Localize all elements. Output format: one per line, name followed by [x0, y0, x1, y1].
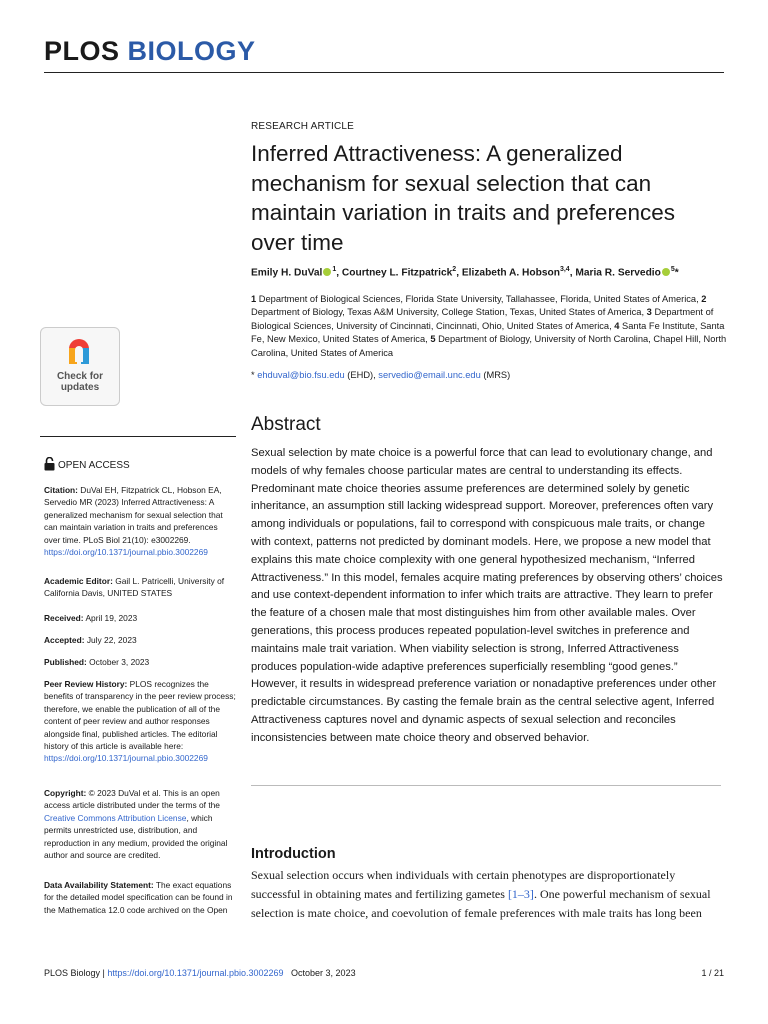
- author-name[interactable]: Emily H. DuVal: [251, 267, 323, 279]
- affil-text: Department of Biology, University of North Carolina, Chapel Hill, North Carolina, United States of America: [251, 334, 727, 358]
- peer-review-text: PLOS recognizes the benefits of transparency in the peer review process; therefore, we enable the publication of all of the content of peer review and author responses alongside final, published articles. The editorial history of this article is available here:: [44, 679, 236, 752]
- received-label: Received:: [44, 613, 84, 623]
- affil-text: Department of Biological Sciences, University of Cincinnati, Cincinnati, Ohio, United States of America,: [251, 307, 714, 331]
- published-block: [44, 656, 236, 668]
- footer-journal: PLOS Biology: [44, 968, 101, 978]
- page-number: 1 / 21: [701, 968, 724, 978]
- corr-star: *: [251, 370, 255, 380]
- author-affil-sup: 1: [332, 266, 337, 273]
- author-list: [251, 266, 731, 278]
- peer-review-link[interactable]: https://doi.org/10.1371/journal.pbio.3002269: [44, 753, 208, 764]
- logo-biology-text: BIOLOGY: [127, 36, 256, 66]
- introduction-heading: Introduction: [251, 846, 336, 862]
- check-line: updates: [60, 382, 100, 393]
- open-lock-icon: [44, 457, 55, 471]
- check-updates-label: [41, 371, 119, 393]
- orcid-icon[interactable]: [323, 268, 331, 276]
- logo-plos-text: PLOS: [44, 36, 120, 66]
- license-link[interactable]: Creative Commons Attribution License: [44, 812, 187, 823]
- accepted-date: July 22, 2023: [86, 635, 137, 645]
- open-access-badge: [44, 457, 130, 471]
- page-footer: [44, 968, 724, 978]
- orcid-icon[interactable]: [662, 268, 670, 276]
- received-date: April 19, 2023: [85, 613, 138, 623]
- footer-doi-link[interactable]: https://doi.org/10.1371/journal.pbio.3002269: [107, 968, 284, 978]
- editor-text: Gail L. Patricelli, University of California Davis, UNITED STATES: [44, 576, 225, 599]
- open-access-label: OPEN ACCESS: [58, 460, 130, 471]
- affil-num: 4: [614, 320, 620, 331]
- introduction-body: [251, 866, 723, 922]
- journal-logo[interactable]: [44, 36, 256, 67]
- author-name[interactable]: , Maria R. Servedio: [569, 267, 661, 279]
- affil-num: 1: [251, 294, 257, 304]
- affil-text: Department of Biological Sciences, Florida State University, Tallahassee, Florida, United States of America,: [258, 294, 699, 304]
- sidebar-divider: [40, 436, 236, 437]
- footer-separator: |: [100, 968, 108, 978]
- data-availability-text: The exact equations for the detailed model specification can be found in the Mathematica 12.0 code archived on the Open: [44, 880, 233, 915]
- copyright-label: Copyright:: [44, 788, 87, 798]
- affil-num: 5: [430, 334, 436, 345]
- affiliations: [251, 293, 727, 360]
- citation-text: DuVal EH, Fitzpatrick CL, Hobson EA, Servedio MR (2023) Inferred Attractiveness: A generalized mechanism for sexual selection that can maintain variation in traits and preferences over time. PLoS Biol 21(10): e3002269.: [44, 485, 223, 545]
- abstract-divider: [251, 785, 721, 786]
- received-block: [44, 612, 236, 624]
- citation-doi-link[interactable]: https://doi.org/10.1371/journal.pbio.3002269: [44, 547, 208, 558]
- abstract-body: Sexual selection by mate choice is a powerful force that can lead to evolutionary change, and models of why females choose particular mates are central to understanding its effects. Predominant mate choice theories assume preferences are determined solely by genetic inheritance, an assumption still lacking widespread support. Moreover, preferences often vary among individuals or populations, fail to correspond with conspicuous male traits, or change with context, patterns not predicted by dominant models. Here, we propose a new model that explains this mate choice complexity with one general hypothesized mechanism, “Inferred Attractiveness.” In this model, females acquire mating preferences by observing others’ choices and use context-dependent information to infer which traits are attractive. They learn to prefer the feature of a chosen male that most distinguishes him from other available males. Over generations, this process produces repeated population-level switches in preference and maintains male trait variation. When viability selection is strong, Inferred Attractiveness produces population-wide adaptive preferences superficially resembling “good genes.” However, it results in widespread preference variation or nonadaptive preferences under other predictable circumstances. By casting the female brain as the central selective agent, Inferred Attractiveness captures novel and dynamic aspects of sexual selection and reconciles inconsistencies between mate choice theory and observed behavior.: [251, 447, 723, 744]
- editor-label: Academic Editor:: [44, 576, 113, 586]
- copyright-text: , which permits unrestricted use, distribution, and reproduction in any medium, provided the original author and source are credited.: [44, 812, 228, 861]
- author-name[interactable]: , Elizabeth A. Hobson: [456, 267, 560, 279]
- email-link[interactable]: ehduval@bio.fsu.edu: [257, 370, 345, 380]
- published-date: October 3, 2023: [89, 657, 150, 667]
- email-tag: (EHD),: [344, 370, 379, 380]
- data-availability-label: Data Availability Statement:: [44, 880, 154, 890]
- affil-num: 3: [646, 307, 652, 318]
- citation-label: Citation:: [44, 485, 78, 495]
- corresponding-mark: *: [674, 267, 679, 279]
- email-link[interactable]: servedio@email.unc.edu: [378, 370, 481, 380]
- crossmark-icon: [62, 334, 96, 368]
- copyright-text: © 2023 DuVal et al. This is an open access article distributed under the terms of the: [44, 788, 220, 811]
- affil-text: Santa Fe Institute, Santa Fe, New Mexico, United States of America,: [251, 320, 725, 345]
- article-title: Inferred Attractiveness: A generalized mechanism for sexual selection that can maintain variation in traits and preferences over time: [251, 141, 675, 255]
- peer-review-block: [44, 678, 236, 765]
- journal-header: [44, 36, 724, 73]
- author-name[interactable]: , Courtney L. Fitzpatrick: [336, 267, 453, 279]
- correspondence: [251, 370, 721, 380]
- author-affil-sup: 2: [452, 266, 457, 273]
- copyright-block: [44, 787, 236, 861]
- footer-date: October 3, 2023: [291, 968, 356, 978]
- author-affil-sup: 5: [670, 266, 675, 273]
- affil-num: 2: [701, 294, 707, 304]
- accepted-label: Accepted:: [44, 635, 85, 645]
- email-tag: (MRS): [480, 370, 511, 380]
- affil-text: Department of Biology, Texas A&M University, College Station, Texas, United States of America,: [251, 307, 645, 318]
- intro-text: . One powerful mechanism of sexual selection is mate choice, and coevolution of female preferences with male traits has long been: [251, 886, 711, 920]
- accepted-block: [44, 634, 236, 646]
- author-affil-sup: 3,4: [559, 266, 570, 273]
- intro-text: Sexual selection occurs when individuals with certain phenotypes are disproportionately successful in obtaining mates and fertilizing gametes: [251, 868, 676, 901]
- data-availability-block: [44, 879, 236, 916]
- check-for-updates-button[interactable]: [40, 327, 120, 406]
- peer-review-label: Peer Review History:: [44, 679, 128, 689]
- reference-link[interactable]: [1–3]: [507, 886, 534, 901]
- article-type: RESEARCH ARTICLE: [251, 121, 355, 132]
- citation-block: [44, 484, 236, 558]
- abstract-heading: Abstract: [251, 414, 321, 435]
- academic-editor-block: [44, 575, 236, 600]
- published-label: Published:: [44, 657, 87, 667]
- check-line: Check for: [56, 371, 104, 382]
